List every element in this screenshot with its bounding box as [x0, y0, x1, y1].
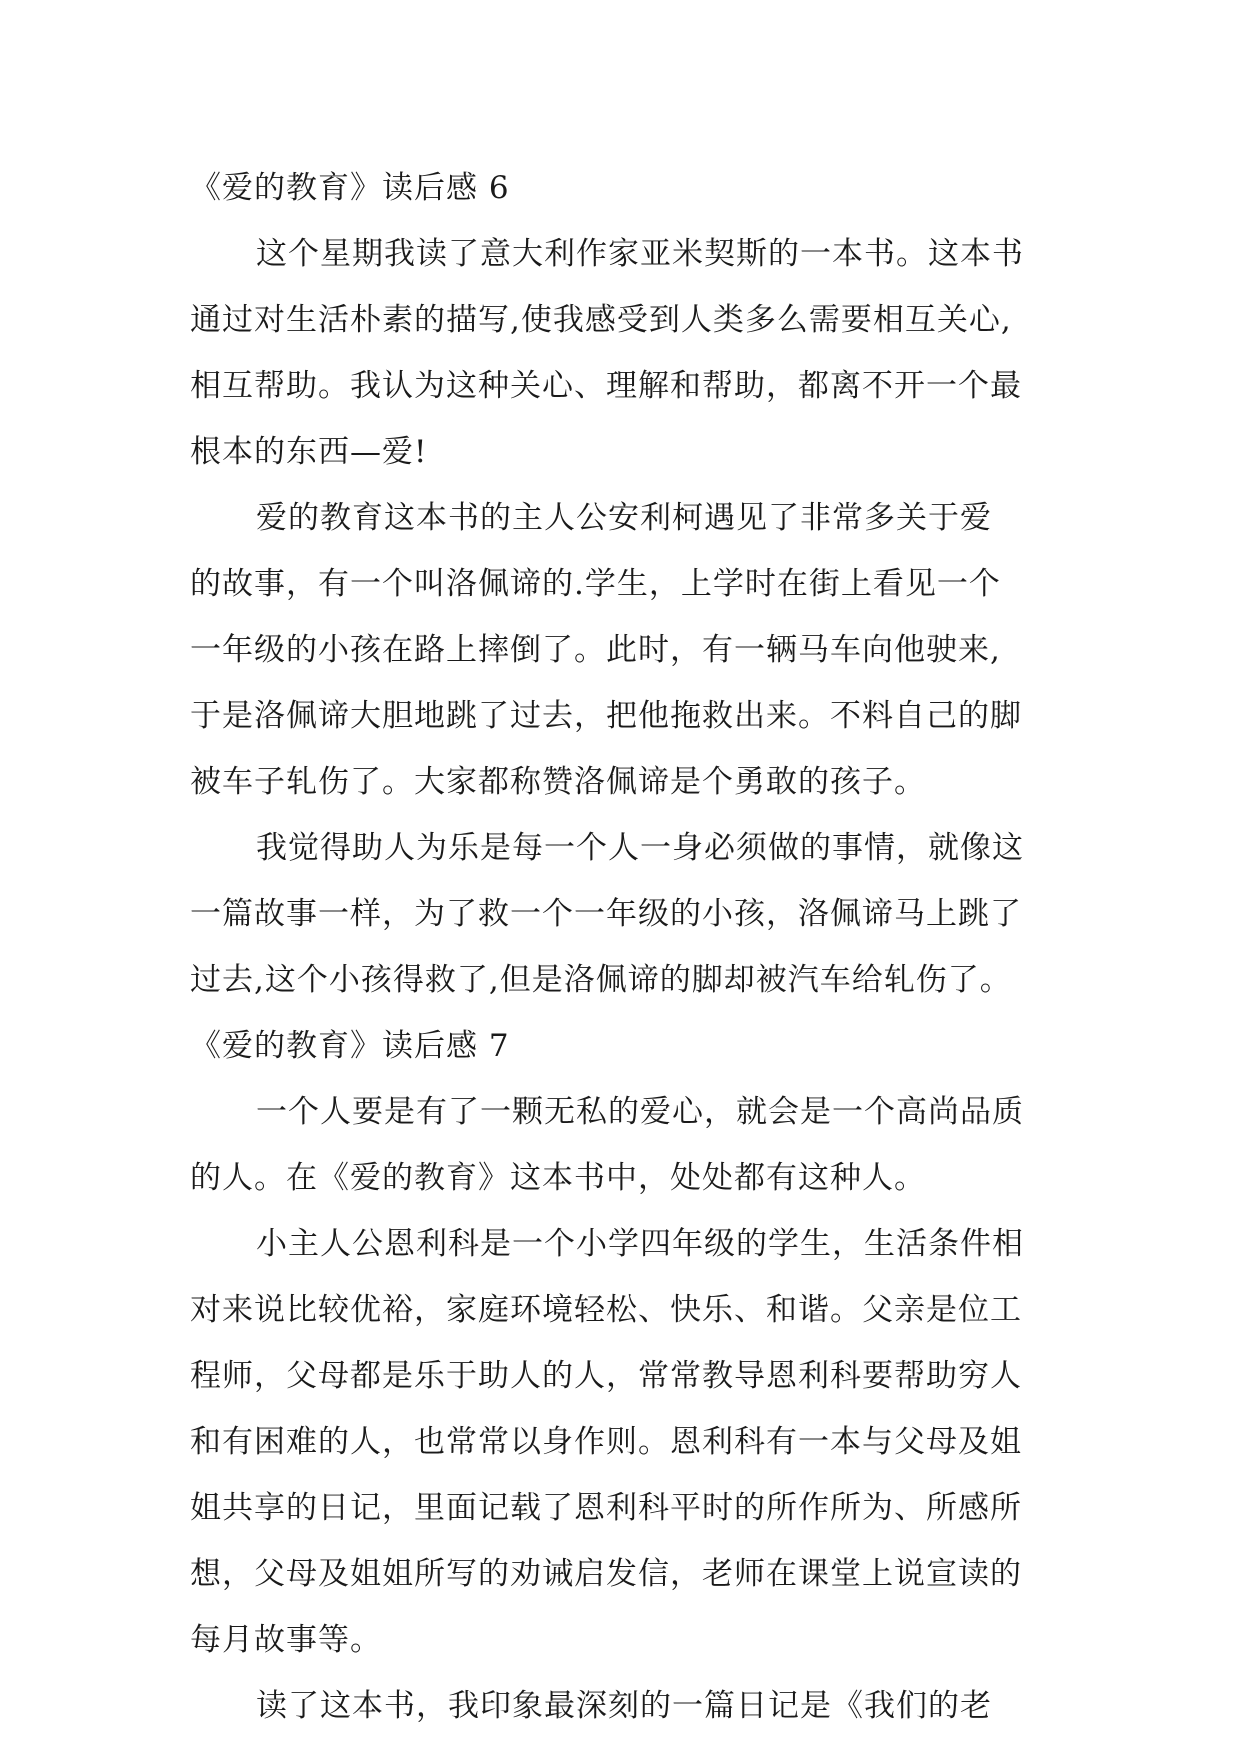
paragraph-line: 被车子轧伤了。大家都称赞洛佩谛是个勇敢的孩子。	[190, 764, 926, 800]
essay-heading-6: 《爱的教育》读后感 6	[190, 170, 510, 206]
paragraph-line: 的故事，有一个叫洛佩谛的.学生，上学时在街上看见一个	[190, 566, 1001, 602]
paragraph-line: 一篇故事一样，为了救一个一年级的小孩，洛佩谛马上跳了	[190, 896, 1022, 932]
paragraph-line: 一个人要是有了一颗无私的爱心，就会是一个高尚品质	[256, 1094, 1024, 1130]
paragraph-line: 这个星期我读了意大利作家亚米契斯的一本书。这本书	[256, 236, 1024, 272]
paragraph-line: 于是洛佩谛大胆地跳了过去，把他拖救出来。不料自己的脚	[190, 698, 1022, 734]
paragraph-line: 想，父母及姐姐所写的劝诫启发信，老师在课堂上说宣读的	[190, 1556, 1022, 1592]
paragraph-line: 过去,这个小孩得救了,但是洛佩谛的脚却被汽车给轧伤了。	[190, 962, 1012, 998]
document-body	[190, 155, 1070, 1739]
paragraph-line: 读了这本书，我印象最深刻的一篇日记是《我们的老	[256, 1688, 992, 1724]
essay-heading-7: 《爱的教育》读后感 7	[190, 1028, 510, 1064]
paragraph-line: 一年级的小孩在路上摔倒了。此时，有一辆马车向他驶来,	[190, 632, 1001, 668]
paragraph-line: 每月故事等。	[190, 1622, 382, 1658]
paragraph-line: 我觉得助人为乐是每一个人一身必须做的事情，就像这	[256, 830, 1024, 866]
paragraph-line: 程师，父母都是乐于助人的人，常常教导恩利科要帮助穷人	[190, 1358, 1022, 1394]
paragraph-line: 根本的东西—爱!	[190, 434, 428, 470]
paragraph-line: 对来说比较优裕，家庭环境轻松、快乐、和谐。父亲是位工	[190, 1292, 1022, 1328]
paragraph-line: 小主人公恩利科是一个小学四年级的学生，生活条件相	[256, 1226, 1024, 1262]
paragraph-line: 相互帮助。我认为这种关心、理解和帮助，都离不开一个最	[190, 368, 1022, 404]
paragraph-line: 爱的教育这本书的主人公安利柯遇见了非常多关于爱	[256, 500, 992, 536]
paragraph-line: 的人。在《爱的教育》这本书中，处处都有这种人。	[190, 1160, 926, 1196]
paragraph-line: 通过对生活朴素的描写,使我感受到人类多么需要相互关心,	[190, 302, 1012, 338]
paragraph-line: 和有困难的人，也常常以身作则。恩利科有一本与父母及姐	[190, 1424, 1022, 1460]
paragraph-line: 姐共享的日记，里面记载了恩利科平时的所作所为、所感所	[190, 1490, 1022, 1526]
